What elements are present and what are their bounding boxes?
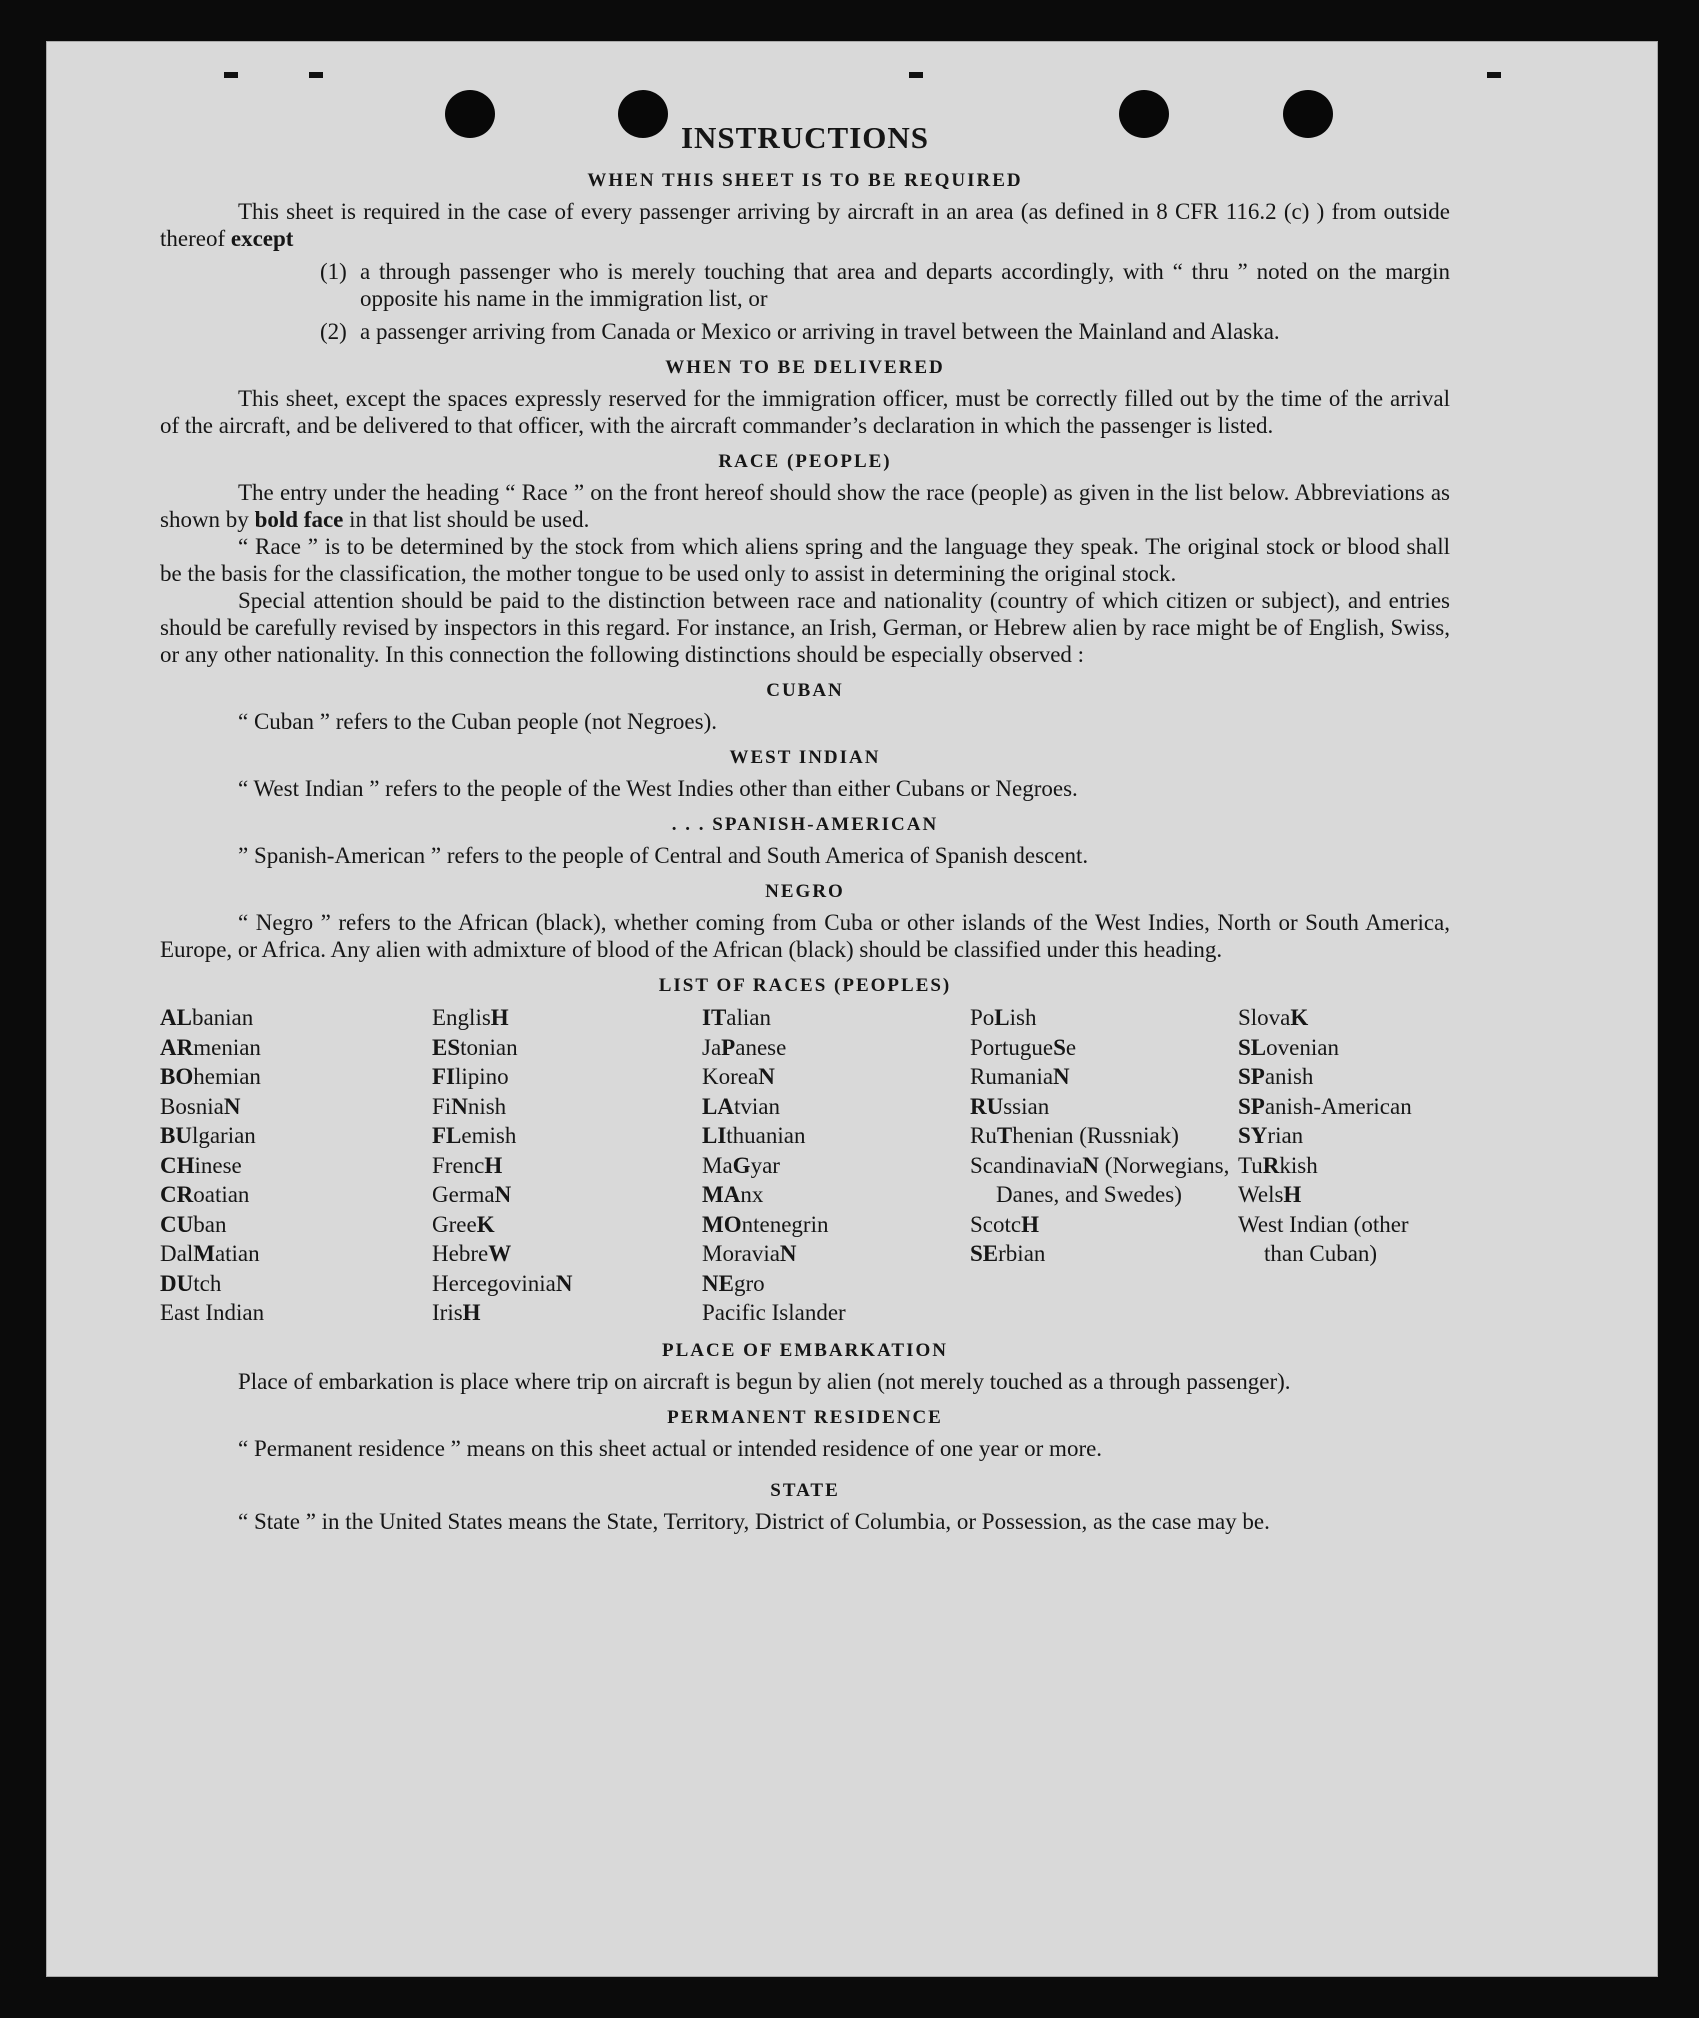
race-entry: MaGyar [702, 1152, 780, 1178]
race-entry: FLemish [432, 1123, 517, 1148]
instructions-content [160, 118, 1450, 1535]
race-entry: BosniaN [160, 1093, 241, 1119]
race-column [1238, 1003, 1450, 1328]
race-entry: East Indian [160, 1300, 265, 1325]
section-heading-race: RACE (PEOPLE) [718, 451, 892, 472]
race-column [432, 1003, 702, 1328]
race-entry: Pacific Islander [702, 1300, 846, 1325]
race-paragraph-1: The entry under the heading “ Race ” on the front hereof should show the race (people) as given in the list below. Abbreviations as shown by bold face in that list should be used. [160, 480, 1450, 532]
race-entry: MOntenegrin [702, 1211, 829, 1237]
edge-mark [224, 72, 238, 78]
race-entry: SYrian [1238, 1123, 1304, 1148]
race-entry: ARmenian [160, 1034, 261, 1060]
race-entry: GreeK [432, 1211, 495, 1237]
cuban-paragraph: “ Cuban ” refers to the Cuban people (not Negroes). [238, 709, 718, 734]
edge-mark [309, 72, 323, 78]
race-entry: EnglisH [432, 1005, 509, 1030]
race-entry: RumaniaN [970, 1064, 1070, 1089]
race-entry: RuThenian (Russniak) [970, 1123, 1179, 1148]
race-entry: HercegoviniaN [432, 1270, 573, 1296]
race-entry: KoreaN [702, 1064, 775, 1089]
residence-paragraph: “ Permanent residence ” means on this sheet actual or intended residence of one year or more. [238, 1435, 1103, 1461]
race-entry: PortugueSe [970, 1034, 1077, 1060]
race-column [702, 1003, 970, 1328]
race-entry: HebreW [432, 1241, 512, 1266]
race-entry: ALbanian [160, 1005, 254, 1030]
edge-mark [1487, 72, 1501, 78]
race-entry: DUtch [160, 1270, 222, 1296]
race-entry: FIlipino [432, 1064, 509, 1089]
race-entry: SPanish [1238, 1064, 1314, 1089]
race-entry: IrisH [432, 1300, 481, 1325]
race-entry: West Indian (other than Cuban) [1238, 1211, 1409, 1266]
section-heading-required: WHEN THIS SHEET IS TO BE REQUIRED [587, 170, 1023, 191]
delivered-paragraph: This sheet, except the spaces expressly reserved for the immigration officer, must be correctly filled out by the time of the arrival of the aircraft, and be delivered to that officer, with the aircraft commander’s declaration in which the passenger is listed. [160, 386, 1450, 438]
race-entry: JaPanese [702, 1034, 787, 1060]
race-column [160, 1003, 432, 1328]
list-item: (1) a through passenger who is merely touching that area and departs accordingly, with “ thru ” noted on the margin opposite his name in the immigration list, or [320, 259, 1450, 311]
race-entry: DalMatian [160, 1241, 260, 1266]
race-entry: FrencH [432, 1152, 503, 1178]
race-entry: ScandinaviaN (Norwegians, Danes, and Swedes) [970, 1152, 1230, 1207]
race-entry: LAtvian [702, 1093, 780, 1119]
race-entry: RUssian [970, 1093, 1050, 1119]
race-entry: MAnx [702, 1182, 764, 1207]
race-entry: SErbian [970, 1241, 1046, 1266]
embarkation-paragraph: Place of embarkation is place where trip on aircraft is begun by alien (not merely touched as a through passenger). [238, 1368, 1291, 1394]
required-paragraph: This sheet is required in the case of every passenger arriving by aircraft in an area (as defined in 8 CFR 116.2 (c) ) from outside thereof except [160, 199, 1450, 251]
state-paragraph: “ State ” in the United States means the State, Territory, District of Columbia, or Possession, as the case may be. [238, 1508, 1270, 1534]
race-entry: EStonian [432, 1034, 518, 1060]
race-list [160, 1003, 1450, 1328]
section-heading-west-indian: WEST INDIAN [729, 747, 881, 768]
section-heading-delivered: WHEN TO BE DELIVERED [665, 357, 945, 378]
list-item: (2) a passenger arriving from Canada or Mexico or arriving in travel between the Mainland and Alaska. [320, 319, 1280, 344]
section-heading-state: STATE [770, 1479, 840, 1501]
race-entry: LIthuanian [702, 1123, 806, 1148]
race-column [970, 1003, 1238, 1328]
race-entry: PoLish [970, 1005, 1037, 1030]
race-entry: GermaN [432, 1182, 512, 1207]
race-entry: CRoatian [160, 1182, 250, 1207]
section-heading-residence: PERMANENT RESIDENCE [667, 1406, 943, 1428]
race-entry: TuRkish [1238, 1152, 1318, 1178]
race-entry: FiNnish [432, 1093, 507, 1119]
race-entry: NEgro [702, 1270, 765, 1296]
race-entry: SlovaK [1238, 1005, 1309, 1030]
race-entry: ScotcH [970, 1211, 1039, 1237]
section-heading-cuban: CUBAN [766, 680, 844, 701]
edge-mark [909, 72, 923, 78]
race-entry: CUban [160, 1211, 227, 1237]
race-entry: CHinese [160, 1152, 242, 1178]
race-entry: SPanish-American [1238, 1093, 1412, 1119]
race-entry: MoraviaN [702, 1241, 797, 1266]
race-paragraph-3: Special attention should be paid to the distinction between race and nationality (country of which citizen or subject), and entries should be carefully revised by inspectors in this regard. For instance, an Irish, German, or Hebrew alien by race might be of English, Swiss, or any other nationality. In this connection the following distinctions should be especially observed : [160, 588, 1450, 667]
section-heading-negro: NEGRO [765, 881, 845, 902]
negro-paragraph: “ Negro ” refers to the African (black), whether coming from Cuba or other islands of the West Indies, North or South America, Europe, or Africa. Any alien with admixture of blood of the African (black) should be classified under this heading. [160, 910, 1450, 962]
west-indian-paragraph: “ West Indian ” refers to the people of the West Indies other than either Cubans or Negroes. [238, 776, 1078, 801]
race-entry: ITalian [702, 1005, 771, 1030]
section-heading-embarkation: PLACE OF EMBARKATION [662, 1339, 948, 1361]
race-entry: SLovenian [1238, 1034, 1339, 1060]
spanish-american-paragraph: ” Spanish-American ” refers to the people of Central and South America of Spanish descent. [238, 843, 1089, 868]
race-entry: BOhemian [160, 1064, 261, 1089]
section-heading-list: LIST OF RACES (PEOPLES) [658, 975, 952, 996]
race-paragraph-2: “ Race ” is to be determined by the stock from which aliens spring and the language they speak. The original stock or blood shall be the basis for the classification, the mother tongue to be used only to assist in determining the original stock. [160, 534, 1450, 586]
race-entry: BUlgarian [160, 1123, 256, 1148]
section-heading-spanish-american: . . . SPANISH-AMERICAN [671, 814, 939, 835]
race-entry: WelsH [1238, 1182, 1302, 1207]
page-title: INSTRUCTIONS [680, 120, 929, 155]
